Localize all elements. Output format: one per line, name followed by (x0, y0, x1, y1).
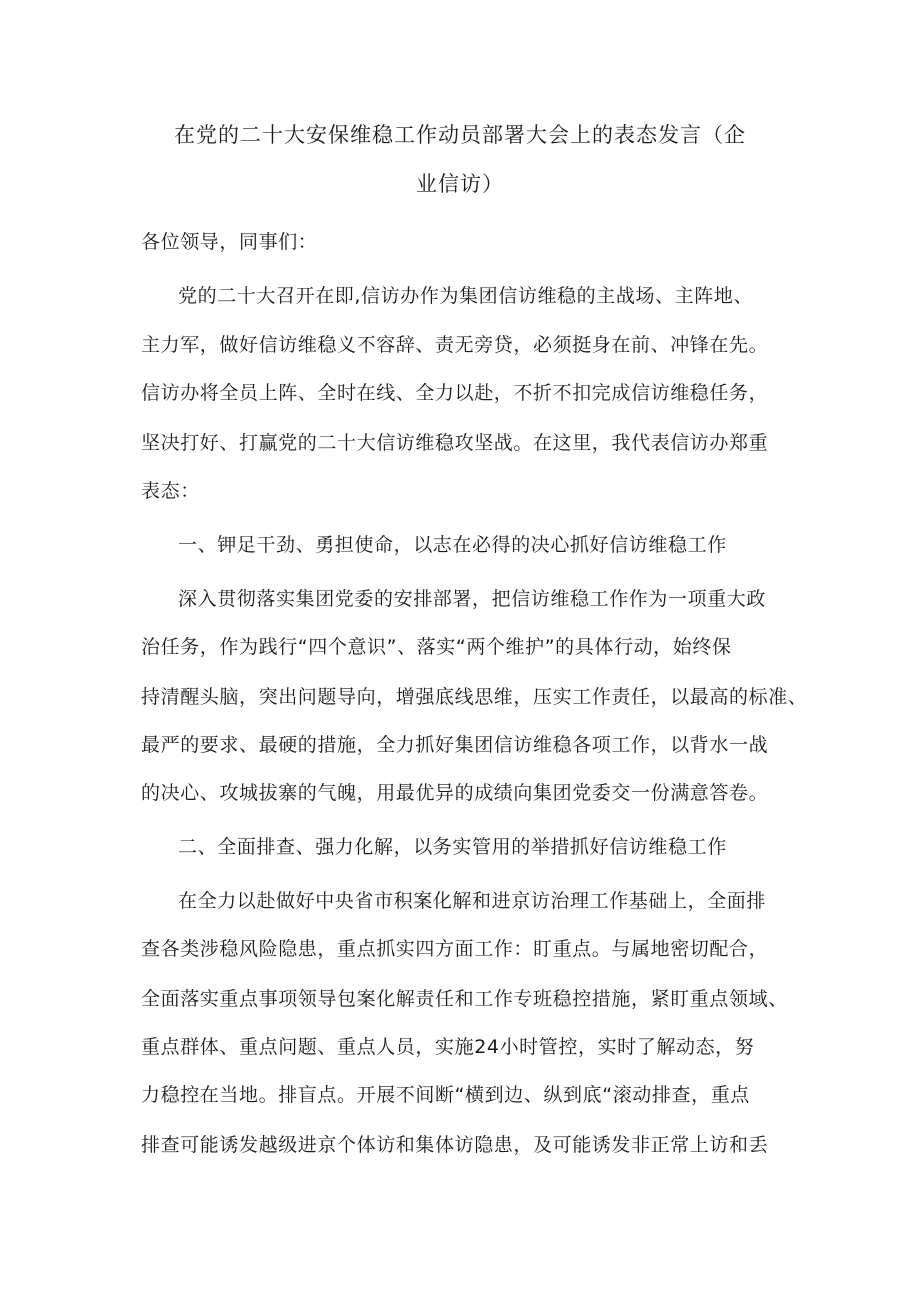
paragraph-line: 持清醒头脑，突出问题导向，增强底线思维，压实工作责任，以最高的标准、 (141, 686, 808, 708)
paragraph-line: 重点群体、重点问题、重点人员，实施24小时管控，实时了解动态，努 (141, 1036, 755, 1058)
document-title-line-2: 业信访） (416, 172, 504, 196)
paragraph-line: 全面落实重点事项领导包案化解责任和工作专班稳控措施，紧盯重点领域、 (141, 988, 788, 1010)
paragraph-line: 最严的要求、最硬的措施，全力抓好集团信访维稳各项工作，以背水一战 (141, 734, 769, 756)
paragraph-line: 查各类涉稳风险隐患，重点抓实四方面工作：盯重点。与属地密切配合， (141, 938, 769, 960)
paragraph-line: 在全力以赴做好中央省市积案化解和进京访治理工作基础上，全面排 (178, 890, 767, 912)
paragraph-line: 表态： (141, 480, 200, 502)
paragraph-line: 党的二十大召开在即,信访办作为集团信访维稳的主战场、主阵地、 (178, 285, 754, 307)
paragraph-line: 排查可能诱发越级进京个体访和集体访隐患，及可能诱发非正常上访和丢 (141, 1134, 769, 1156)
document-title-line-1: 在党的二十大安保维稳工作动员部署大会上的表态发言（企 (174, 123, 746, 147)
paragraph-line: 的决心、攻城拔寨的气魄，用最优异的成绩向集团党委交一份满意答卷。 (141, 782, 769, 804)
paragraph-line: 坚决打好、打赢党的二十大信访维稳攻坚战。在这里，我代表信访办郑重 (141, 432, 769, 454)
paragraph-line: 主力军，做好信访维稳义不容辞、责无旁贷，必须挺身在前、冲锋在先。 (141, 334, 769, 356)
paragraph-line: 信访办将全员上阵、全时在线、全力以赴，不折不扣完成信访维稳任务， (141, 382, 769, 404)
section-heading-2: 二、全面排查、强力化解，以务实管用的举措抓好信访维稳工作 (178, 836, 727, 858)
paragraph-line: 深入贯彻落实集团党委的安排部署，把信访维稳工作作为一项重大政 (178, 588, 767, 610)
section-heading-1: 一、钾足干劲、勇担使命，以志在必得的决心抓好信访维稳工作 (178, 534, 727, 556)
paragraph-line: 治任务，作为践行“四个意识”、落实“两个维护”的具体行动，始终保 (141, 636, 732, 658)
greeting: 各位领导，同事们： (141, 231, 318, 253)
paragraph-line: 力稳控在当地。排盲点。开展不间断“横到边、纵到底“滚动排查，重点 (141, 1084, 750, 1106)
